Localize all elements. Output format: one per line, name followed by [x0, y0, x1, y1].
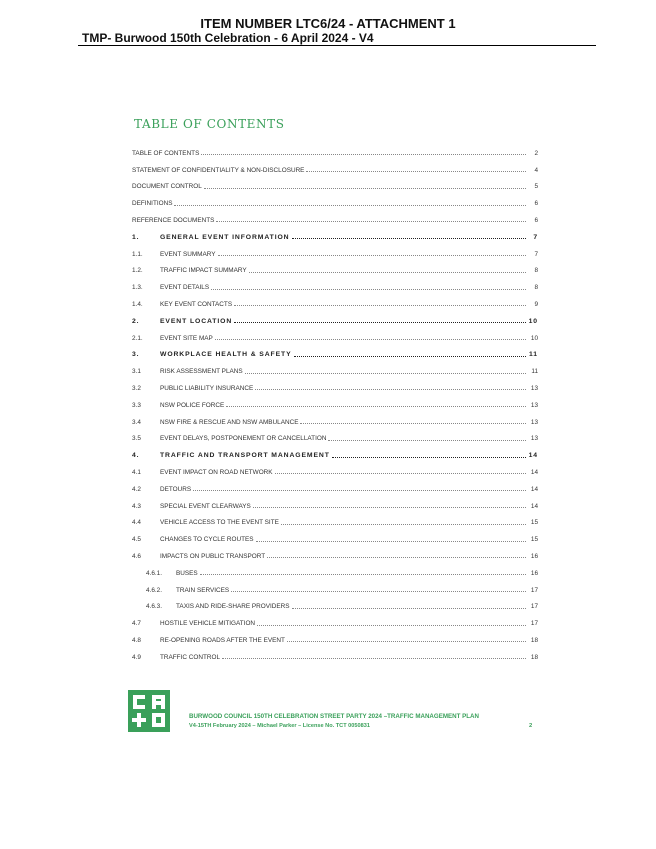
- toc-entry[interactable]: [132, 157, 538, 174]
- page-footer: [128, 690, 540, 734]
- toc-entry-number: 4.6.2.: [146, 586, 162, 594]
- toc-entry-page: 18: [530, 636, 538, 644]
- toc-entry-number: 4.4: [132, 519, 141, 527]
- toc-dot-leader: [226, 406, 526, 407]
- toc-entry-page: 17: [530, 586, 538, 594]
- toc-dot-leader: [245, 373, 526, 374]
- toc-entry-number: 4.5: [132, 536, 141, 544]
- toc-dot-leader: [249, 272, 526, 273]
- toc-entry[interactable]: [132, 325, 538, 342]
- toc-entry[interactable]: [132, 644, 538, 661]
- toc-dot-leader: [222, 658, 526, 659]
- toc-entry-title: NSW POLICE FORCE: [160, 401, 225, 409]
- toc-entry-title: EVENT SUMMARY: [160, 250, 216, 258]
- toc-entry-number: 3.4: [132, 418, 141, 426]
- toc-dot-leader: [174, 205, 526, 206]
- toc-entry-page: 13: [530, 384, 538, 392]
- toc-entry-number: 4.7: [132, 620, 141, 628]
- toc-entry-page: 16: [530, 552, 538, 560]
- toc-entry-page: 15: [530, 519, 538, 527]
- toc-entry-number: 3.: [132, 351, 140, 359]
- toc-dot-leader: [257, 625, 526, 626]
- toc-entry-page: 18: [530, 653, 538, 661]
- toc-entry-page: 14: [530, 485, 538, 493]
- toc-entry-page: 10: [530, 334, 538, 342]
- toc-entry-number: 3.3: [132, 401, 141, 409]
- toc-entry-title: EVENT SITE MAP: [160, 334, 213, 342]
- toc-entry-title: NSW FIRE & RESCUE AND NSW AMBULANCE: [160, 418, 299, 426]
- toc-entry-page: 14: [530, 502, 538, 510]
- toc-entry-number: 4.3: [132, 502, 141, 510]
- toc-entry-number: 4.: [132, 452, 140, 460]
- toc-entry-page: 6: [534, 216, 538, 224]
- toc-entry-title: HOSTILE VEHICLE MITIGATION: [160, 620, 256, 628]
- footer-title: BURWOOD COUNCIL 150TH CELEBRATION STREET PARTY 2024 –TRAFFIC MANAGEMENT PLAN: [189, 713, 479, 720]
- toc-entry-title: DEFINITIONS: [132, 200, 173, 208]
- toc-entry-number: 4.6.1.: [146, 569, 162, 577]
- toc-entry-page: 13: [530, 435, 538, 443]
- toc-entry-number: 1.3.: [132, 284, 143, 292]
- toc-entry-title: IMPACTS ON PUBLIC TRANSPORT: [160, 552, 266, 560]
- toc-dot-leader: [292, 608, 526, 609]
- toc-dot-leader: [218, 255, 526, 256]
- toc-entry-page: 15: [530, 536, 538, 544]
- toc-dot-leader: [215, 339, 526, 340]
- toc-entry-number: 4.9: [132, 653, 141, 661]
- toc-entry-title: TAXIS AND RIDE-SHARE PROVIDERS: [176, 603, 290, 611]
- toc-entry[interactable]: [132, 493, 538, 510]
- toc-dot-leader: [332, 457, 526, 458]
- toc-dot-leader: [201, 154, 526, 155]
- header-divider: [78, 45, 596, 46]
- toc-entry-title: CHANGES TO CYCLE ROUTES: [160, 536, 254, 544]
- toc-entry-number: 3.1: [132, 368, 141, 376]
- toc-entry-number: 4.1: [132, 468, 141, 476]
- toc-entry-page: 17: [530, 620, 538, 628]
- toc-entry-page: 8: [534, 284, 538, 292]
- toc-entry-title: TRAFFIC AND TRANSPORT MANAGEMENT: [160, 452, 330, 460]
- toc-dot-leader: [200, 574, 526, 575]
- toc-entry[interactable]: [132, 409, 538, 426]
- toc-dot-leader: [216, 221, 526, 222]
- toc-entry-title: RE-OPENING ROADS AFTER THE EVENT: [160, 636, 285, 644]
- toc-heading: TABLE OF CONTENTS: [134, 117, 285, 131]
- page-number: 2: [529, 723, 533, 729]
- toc-entry-page: 7: [534, 250, 538, 258]
- toc-dot-leader: [287, 641, 526, 642]
- toc-entry[interactable]: [132, 342, 538, 359]
- toc-entry-title: EVENT IMPACT ON ROAD NETWORK: [160, 468, 273, 476]
- toc-entry[interactable]: [132, 510, 538, 527]
- toc-dot-leader: [306, 171, 526, 172]
- toc-entry-number: 4.6.3.: [146, 603, 162, 611]
- toc-entry-title: REFERENCE DOCUMENTS: [132, 216, 215, 224]
- toc-entry-page: 2: [534, 149, 538, 157]
- toc-entry-title: KEY EVENT CONTACTS: [160, 300, 233, 308]
- toc-entry[interactable]: [132, 610, 538, 627]
- toc-dot-leader: [211, 289, 526, 290]
- toc-dot-leader: [193, 490, 526, 491]
- toc-entry-title: STATEMENT OF CONFIDENTIALITY & NON-DISCLOSURE: [132, 166, 305, 174]
- toc-entry[interactable]: [132, 375, 538, 392]
- toc-entry-page: 10: [528, 317, 538, 325]
- toc-dot-leader: [234, 322, 526, 323]
- toc-entry-page: 11: [529, 351, 538, 359]
- toc-dot-leader: [281, 524, 526, 525]
- toc-entry[interactable]: [132, 442, 538, 459]
- toc-entry-number: 4.2: [132, 485, 141, 493]
- toc-entry-title: DETOURS: [160, 485, 192, 493]
- toc-entry-page: 11: [531, 368, 538, 376]
- toc-entry-number: 3.2: [132, 384, 141, 392]
- toc-entry-number: 4.8: [132, 636, 141, 644]
- toc-dot-leader: [292, 238, 527, 239]
- toc-entry-number: 1.: [132, 233, 140, 241]
- toc-entry-page: 6: [534, 200, 538, 208]
- toc-entry-page: 13: [530, 401, 538, 409]
- toc-entry-title: EVENT DELAYS, POSTPONEMENT OR CANCELLATION: [160, 435, 327, 443]
- toc-entry-page: 17: [530, 603, 538, 611]
- toc-entry[interactable]: [132, 224, 538, 241]
- toc-entry-title: TABLE OF CONTENTS: [132, 149, 200, 157]
- toc-entry-title: SPECIAL EVENT CLEARWAYS: [160, 502, 251, 510]
- toc-entry-title: GENERAL EVENT INFORMATION: [160, 233, 290, 241]
- toc-entry-title: WORKPLACE HEALTH & SAFETY: [160, 351, 292, 359]
- toc-entry[interactable]: [132, 392, 538, 409]
- toc-entry-number: 2.1.: [132, 334, 143, 342]
- toc-dot-leader: [275, 473, 526, 474]
- toc-entry-title: TRAFFIC CONTROL: [160, 653, 220, 661]
- toc-entry[interactable]: [132, 274, 538, 291]
- toc-entry-number: 2.: [132, 317, 140, 325]
- toc-entry-title: VEHICLE ACCESS TO THE EVENT SITE: [160, 519, 279, 527]
- toc-entry-title: TRAIN SERVICES: [176, 586, 230, 594]
- toc-entry-title: EVENT DETAILS: [160, 284, 210, 292]
- toc-entry-title: DOCUMENT CONTROL: [132, 183, 202, 191]
- toc-dot-leader: [328, 440, 526, 441]
- attachment-header: ITEM NUMBER LTC6/24 - ATTACHMENT 1: [200, 16, 456, 31]
- toc-dot-leader: [267, 557, 526, 558]
- toc-entry[interactable]: [132, 543, 538, 560]
- toc-dot-leader: [204, 188, 526, 189]
- toc-entry-page: 5: [534, 183, 538, 191]
- toc-entry-title: TRAFFIC IMPACT SUMMARY: [160, 267, 247, 275]
- toc-dot-leader: [253, 507, 526, 508]
- toc-dot-leader: [256, 541, 526, 542]
- toc-entry[interactable]: [132, 577, 538, 594]
- toc-entry-number: 1.1.: [132, 250, 143, 258]
- toc-entry-number: 4.6: [132, 552, 141, 560]
- toc-entry[interactable]: [132, 594, 538, 611]
- toc-dot-leader: [231, 591, 526, 592]
- company-logo: [128, 690, 170, 732]
- toc-entry-page: 13: [530, 418, 538, 426]
- toc-entry-page: 16: [530, 569, 538, 577]
- toc-entry-title: BUSES: [176, 569, 198, 577]
- toc-entry[interactable]: [132, 258, 538, 275]
- toc-entry[interactable]: [132, 476, 538, 493]
- toc-entry[interactable]: [132, 241, 538, 258]
- toc-entry-page: 4: [534, 166, 538, 174]
- toc-entry[interactable]: [132, 308, 538, 325]
- toc-dot-leader: [255, 389, 526, 390]
- footer-version: V4-15TH February 2024 – Michael Parker – License No. TCT 0050831: [189, 723, 370, 729]
- table-of-contents: [132, 140, 538, 661]
- toc-entry[interactable]: [132, 426, 538, 443]
- toc-entry[interactable]: [132, 358, 538, 375]
- toc-entry[interactable]: [132, 291, 538, 308]
- toc-entry[interactable]: [132, 526, 538, 543]
- toc-entry[interactable]: [132, 459, 538, 476]
- toc-entry-page: 8: [534, 267, 538, 275]
- toc-entry[interactable]: [132, 140, 538, 157]
- toc-dot-leader: [300, 423, 526, 424]
- toc-entry-number: 1.4.: [132, 300, 143, 308]
- toc-entry-title: PUBLIC LIABILITY INSURANCE: [160, 384, 254, 392]
- toc-entry-page: 14: [530, 468, 538, 476]
- toc-entry[interactable]: [132, 560, 538, 577]
- toc-dot-leader: [234, 305, 526, 306]
- toc-entry[interactable]: [132, 627, 538, 644]
- toc-entry[interactable]: [132, 190, 538, 207]
- document-title-header: TMP- Burwood 150th Celebration - 6 April 2024 - V4: [82, 31, 374, 45]
- toc-entry-title: RISK ASSESSMENT PLANS: [160, 368, 243, 376]
- toc-entry-page: 7: [533, 233, 538, 241]
- toc-dot-leader: [294, 356, 527, 357]
- toc-entry-page: 14: [528, 452, 538, 460]
- toc-entry-number: 3.5: [132, 435, 141, 443]
- toc-entry[interactable]: [132, 207, 538, 224]
- toc-entry[interactable]: [132, 174, 538, 191]
- toc-entry-title: EVENT LOCATION: [160, 317, 233, 325]
- toc-entry-number: 1.2.: [132, 267, 143, 275]
- toc-entry-page: 9: [534, 300, 538, 308]
